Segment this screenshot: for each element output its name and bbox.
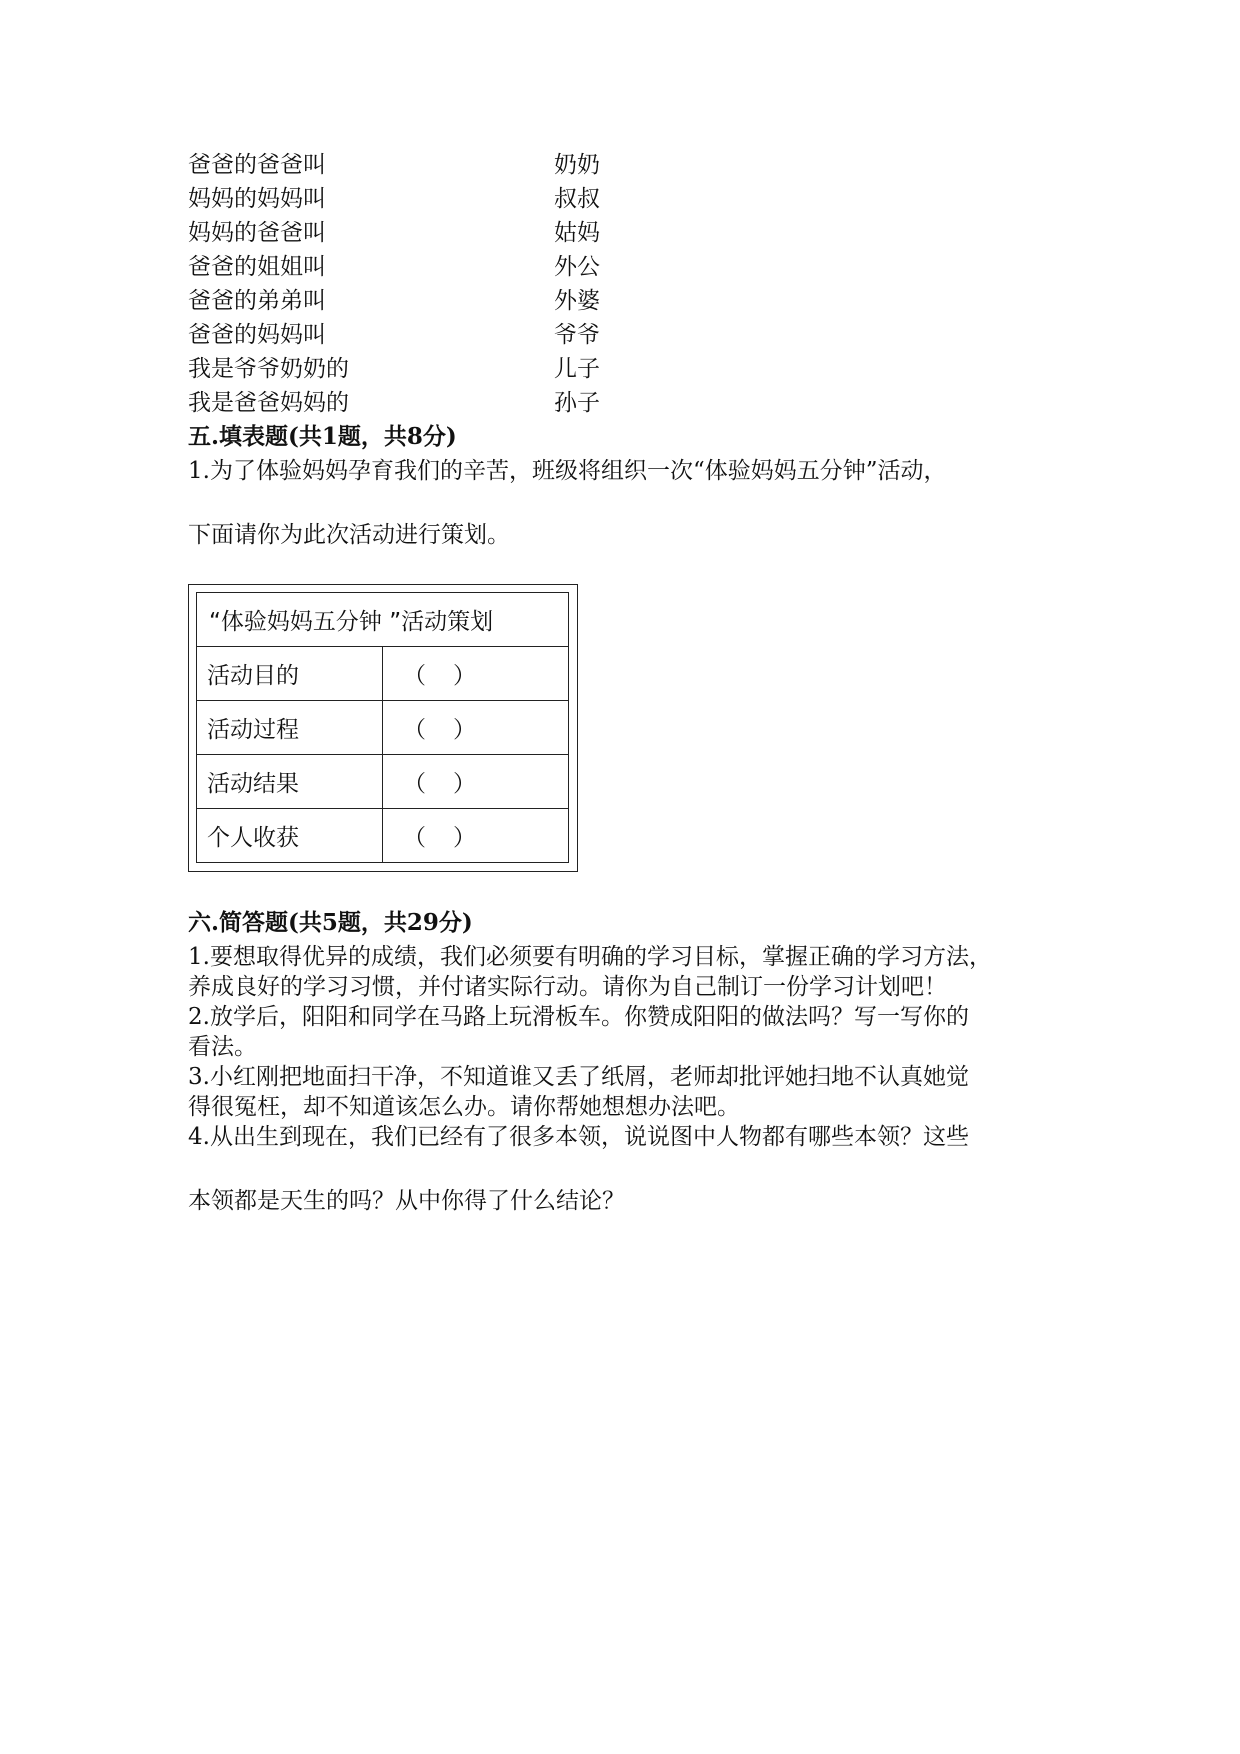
match-row <box>188 216 638 250</box>
section-6-question-line: 看法。 <box>188 1034 257 1060</box>
match-row <box>188 148 638 182</box>
match-right-item: 爷爷 <box>554 322 600 348</box>
table-row <box>197 647 569 701</box>
match-left-item: 爸爸的爸爸叫 <box>188 152 326 178</box>
match-left-item: 妈妈的妈妈叫 <box>188 186 326 212</box>
table-row <box>197 701 569 755</box>
table-header-row <box>197 593 569 647</box>
activity-plan-grid <box>196 592 569 863</box>
answer-blank[interactable]: （ ） <box>383 701 569 755</box>
section-5-question-line: 下面请你为此次活动进行策划。 <box>188 522 510 548</box>
match-left-item: 我是爷爷奶奶的 <box>188 356 349 382</box>
section-5-title: 五.填表题(共1题，共8分) <box>188 423 457 450</box>
match-row <box>188 182 638 216</box>
match-row <box>188 318 638 352</box>
match-right-item: 姑妈 <box>554 220 600 246</box>
match-row <box>188 250 638 284</box>
table-label-cell: 活动过程 <box>197 701 383 755</box>
match-left-item: 妈妈的爸爸叫 <box>188 220 326 246</box>
match-right-item: 外公 <box>554 254 600 280</box>
table-row <box>197 809 569 863</box>
match-left-item: 爸爸的妈妈叫 <box>188 322 326 348</box>
table-label-cell: 活动目的 <box>197 647 383 701</box>
table-label-cell: 活动结果 <box>197 755 383 809</box>
section-6-question-line: 本领都是天生的吗？从中你得了什么结论？ <box>188 1188 625 1214</box>
table-label-cell: 个人收获 <box>197 809 383 863</box>
match-left-item: 爸爸的弟弟叫 <box>188 288 326 314</box>
activity-plan-table <box>188 584 578 872</box>
match-right-item: 外婆 <box>554 288 600 314</box>
section-6-question-line: 2.放学后，阳阳和同学在马路上玩滑板车。你赞成阳阳的做法吗？写一写你的 <box>188 1004 969 1030</box>
match-left-item: 爸爸的姐姐叫 <box>188 254 326 280</box>
section-6-question-line: 3.小红刚把地面扫干净，不知道谁又丢了纸屑，老师却批评她扫地不认真她觉 <box>188 1064 969 1090</box>
match-row <box>188 386 638 420</box>
match-row <box>188 284 638 318</box>
answer-blank[interactable]: （ ） <box>383 755 569 809</box>
match-right-item: 奶奶 <box>554 152 600 178</box>
match-row <box>188 352 638 386</box>
section-6-question-line: 1.要想取得优异的成绩，我们必须要有明确的学习目标，掌握正确的学习方法， <box>188 944 992 970</box>
section-6-question-line: 养成良好的学习习惯，并付诸实际行动。请你为自己制订一份学习计划吧！ <box>188 974 947 1000</box>
match-right-item: 孙子 <box>554 390 600 416</box>
match-right-item: 儿子 <box>554 356 600 382</box>
section-6-question-line: 4.从出生到现在，我们已经有了很多本领，说说图中人物都有哪些本领？这些 <box>188 1124 969 1150</box>
section-6-question-line: 得很冤枉，却不知道该怎么办。请你帮她想想办法吧。 <box>188 1094 740 1120</box>
section-5-question-line: 1.为了体验妈妈孕育我们的辛苦，班级将组织一次“体验妈妈五分钟”活动， <box>188 458 947 484</box>
section-6-title: 六.简答题(共5题，共29分) <box>188 909 473 936</box>
answer-blank[interactable]: （ ） <box>383 647 569 701</box>
answer-blank[interactable]: （ ） <box>383 809 569 863</box>
table-header: “体验妈妈五分钟 ”活动策划 <box>197 593 569 647</box>
match-left-item: 我是爸爸妈妈的 <box>188 390 349 416</box>
table-row <box>197 755 569 809</box>
match-right-item: 叔叔 <box>554 186 600 212</box>
